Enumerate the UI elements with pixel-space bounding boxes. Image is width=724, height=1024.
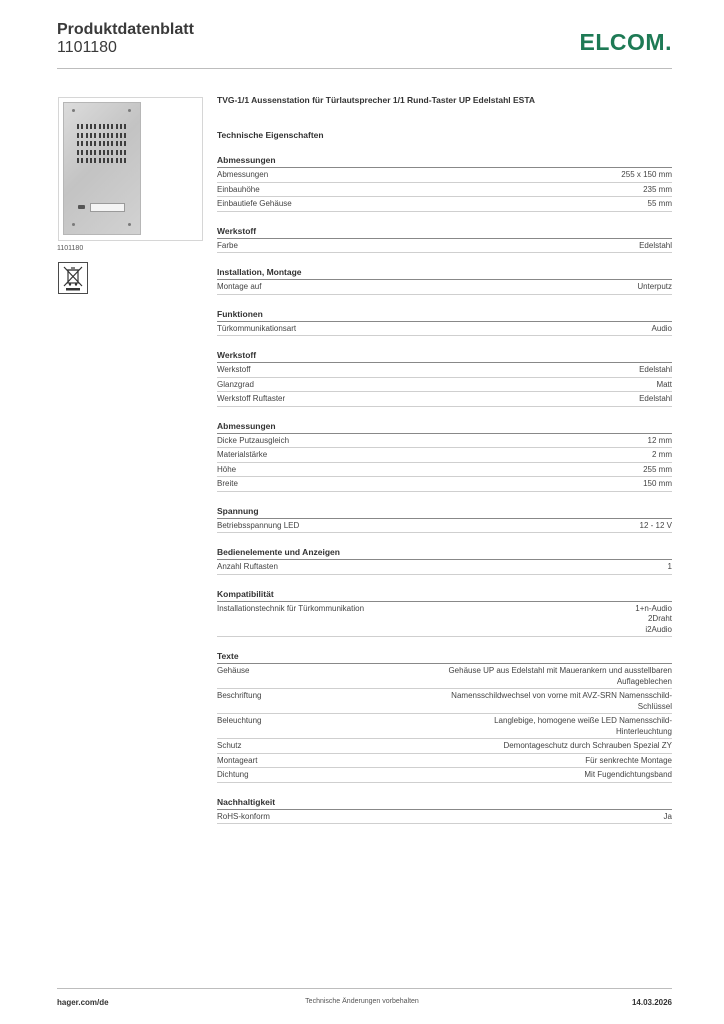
spec-label: Anzahl Ruftasten bbox=[217, 562, 278, 571]
grille-slot bbox=[103, 150, 105, 155]
grille-slot bbox=[90, 133, 92, 138]
grille-slot bbox=[124, 150, 126, 155]
article-number: 1101180 bbox=[57, 39, 117, 56]
spec-row bbox=[217, 689, 672, 714]
section-heading: Texte bbox=[217, 650, 672, 664]
spec-section bbox=[217, 505, 672, 534]
grille-slot bbox=[120, 133, 122, 138]
spec-row bbox=[217, 322, 672, 337]
spec-row bbox=[217, 280, 672, 295]
spec-section bbox=[217, 796, 672, 825]
speaker-grille bbox=[77, 124, 129, 168]
grille-slot bbox=[81, 133, 83, 138]
spec-section bbox=[217, 266, 672, 295]
spec-value: Edelstahl bbox=[639, 365, 672, 374]
grille-slot bbox=[111, 141, 113, 146]
grille-slot bbox=[90, 158, 92, 163]
spec-value: Für senkrechte Montage bbox=[585, 755, 672, 765]
grille-slot bbox=[86, 141, 88, 146]
spec-value: Namensschildwechsel von vorne mit AVZ-SRN Namensschild- Schlüssel bbox=[451, 691, 672, 711]
section-heading: Funktionen bbox=[217, 308, 672, 322]
spec-value: Mit Fugendichtungsband bbox=[584, 770, 672, 779]
grille-slot bbox=[99, 133, 101, 138]
spec-row bbox=[217, 168, 672, 183]
grille-slot bbox=[124, 124, 126, 129]
grille-slot bbox=[86, 133, 88, 138]
spec-label: Beleuchtung bbox=[217, 716, 262, 725]
spec-row bbox=[217, 183, 672, 198]
spec-label: Montage auf bbox=[217, 282, 262, 291]
grille-slot bbox=[81, 124, 83, 129]
spec-label: Dichtung bbox=[217, 770, 249, 779]
spec-value: Matt bbox=[656, 379, 672, 389]
grille-slot bbox=[94, 124, 96, 129]
spec-label: Werkstoff Ruftaster bbox=[217, 394, 286, 403]
grille-slot bbox=[120, 124, 122, 129]
weee-crossed-bin-icon bbox=[58, 262, 88, 294]
grille-slot bbox=[124, 141, 126, 146]
grille-slot bbox=[103, 133, 105, 138]
grille-slot bbox=[77, 141, 79, 146]
spec-section bbox=[217, 546, 672, 575]
spec-label: Einbauhöhe bbox=[217, 184, 260, 194]
name-plate bbox=[90, 203, 125, 212]
grille-slot bbox=[99, 158, 101, 163]
grille-slot bbox=[116, 150, 118, 155]
spec-row bbox=[217, 739, 672, 754]
grille-slot bbox=[94, 133, 96, 138]
grille-slot bbox=[111, 133, 113, 138]
grille-slot bbox=[111, 150, 113, 155]
spec-row bbox=[217, 477, 672, 492]
footer-date: 14.03.2026 bbox=[631, 998, 672, 1007]
spec-label: Beschriftung bbox=[217, 691, 262, 700]
spec-row bbox=[217, 378, 672, 393]
grille-slot bbox=[120, 158, 122, 163]
grille-slot bbox=[124, 133, 126, 138]
product-title: TVG-1/1 Aussenstation für Türlautsprecher 1/1 Rund-Taster UP Edelstahl ESTA bbox=[217, 95, 536, 105]
grille-slot bbox=[94, 158, 96, 163]
spec-row bbox=[217, 392, 672, 407]
grille-slot bbox=[99, 124, 101, 129]
spec-label: Gehäuse bbox=[217, 666, 250, 675]
spec-row bbox=[217, 664, 672, 689]
spec-section bbox=[217, 225, 672, 254]
grille-slot bbox=[107, 141, 109, 146]
grille-slot bbox=[107, 158, 109, 163]
grille-slot bbox=[107, 150, 109, 155]
technical-heading: Technische Eigenschaften bbox=[217, 130, 324, 140]
grille-slot bbox=[94, 141, 96, 146]
spec-value: Edelstahl bbox=[639, 240, 672, 250]
grille-slot bbox=[124, 158, 126, 163]
spec-row bbox=[217, 519, 672, 534]
brand-logo: ELCOM. bbox=[579, 29, 672, 55]
spec-label: Einbautiefe Gehäuse bbox=[217, 199, 292, 208]
spec-label: Farbe bbox=[217, 240, 238, 250]
spec-label: Schutz bbox=[217, 741, 242, 750]
grille-slot bbox=[77, 158, 79, 163]
grille-slot bbox=[103, 158, 105, 163]
spec-value: 1 bbox=[667, 562, 672, 571]
grille-slot bbox=[86, 124, 88, 129]
grille-slot bbox=[86, 158, 88, 163]
spec-sections bbox=[217, 154, 672, 824]
spec-row bbox=[217, 434, 672, 449]
spec-value: 255 x 150 mm bbox=[621, 170, 672, 179]
grille-slot bbox=[107, 124, 109, 129]
section-heading: Abmessungen bbox=[217, 420, 672, 434]
spec-row bbox=[217, 768, 672, 783]
section-heading: Bedienelemente und Anzeigen bbox=[217, 546, 672, 560]
spec-value: Edelstahl bbox=[639, 394, 672, 403]
grille-slot bbox=[116, 133, 118, 138]
spec-row bbox=[217, 448, 672, 463]
grille-slot bbox=[116, 124, 118, 129]
spec-value: Ja bbox=[663, 811, 672, 821]
grille-slot bbox=[99, 141, 101, 146]
spec-value: Gehäuse UP aus Edelstahl mit Mauerankern und ausstellbaren Auflageblechen bbox=[448, 666, 672, 686]
grille-slot bbox=[77, 133, 79, 138]
spec-row bbox=[217, 602, 672, 638]
spec-label: Höhe bbox=[217, 464, 237, 474]
spec-value: 1+n-Audio 2Draht i2Audio bbox=[635, 603, 672, 634]
spec-row bbox=[217, 463, 672, 478]
spec-value: Langlebige, homogene weiße LED Namensschild- Hinterleuchtung bbox=[494, 716, 672, 736]
footer-divider bbox=[57, 988, 672, 989]
footer-note: Technische Änderungen vorbehalten bbox=[305, 998, 419, 1005]
spec-row bbox=[217, 754, 672, 769]
spec-label: Glanzgrad bbox=[217, 379, 254, 389]
spec-value: Audio bbox=[651, 323, 672, 333]
spec-label: RoHS-konform bbox=[217, 811, 270, 821]
grille-slot bbox=[111, 158, 113, 163]
section-heading: Spannung bbox=[217, 505, 672, 519]
spec-section bbox=[217, 308, 672, 337]
spec-value: 55 mm bbox=[647, 199, 672, 208]
door-station-plate bbox=[63, 102, 141, 235]
header-divider bbox=[57, 68, 672, 69]
section-heading: Abmessungen bbox=[217, 154, 672, 168]
spec-row bbox=[217, 560, 672, 575]
spec-label: Montageart bbox=[217, 755, 258, 765]
section-heading: Werkstoff bbox=[217, 349, 672, 363]
spec-label: Materialstärke bbox=[217, 450, 268, 459]
spec-value: 150 mm bbox=[643, 479, 672, 488]
footer-website: hager.com/de bbox=[57, 998, 109, 1007]
grille-slot bbox=[116, 141, 118, 146]
spec-value: Demontageschutz durch Schrauben Spezial ZY bbox=[503, 741, 672, 750]
spec-value: 12 - 12 V bbox=[639, 520, 672, 530]
page-title: Produktdatenblatt bbox=[57, 21, 194, 38]
section-heading: Kompatibilität bbox=[217, 588, 672, 602]
spec-label: Betriebsspannung LED bbox=[217, 520, 300, 530]
grille-slot bbox=[77, 124, 79, 129]
spec-row bbox=[217, 810, 672, 825]
section-heading: Werkstoff bbox=[217, 225, 672, 239]
grille-slot bbox=[81, 150, 83, 155]
spec-value: 235 mm bbox=[643, 184, 672, 194]
grille-slot bbox=[103, 124, 105, 129]
grille-slot bbox=[116, 158, 118, 163]
image-caption: 1101180 bbox=[57, 245, 84, 252]
spec-label: Türkommunikationsart bbox=[217, 323, 297, 333]
grille-slot bbox=[120, 141, 122, 146]
grille-slot bbox=[94, 150, 96, 155]
product-image bbox=[58, 97, 203, 241]
grille-slot bbox=[81, 141, 83, 146]
section-heading: Nachhaltigkeit bbox=[217, 796, 672, 810]
spec-section bbox=[217, 349, 672, 407]
spec-label: Breite bbox=[217, 479, 238, 488]
spec-section bbox=[217, 420, 672, 492]
spec-section bbox=[217, 588, 672, 638]
spec-label: Installationstechnik für Türkommunikation bbox=[217, 603, 365, 613]
spec-row bbox=[217, 197, 672, 212]
grille-slot bbox=[99, 150, 101, 155]
spec-label: Werkstoff bbox=[217, 365, 251, 374]
grille-slot bbox=[77, 150, 79, 155]
grille-slot bbox=[120, 150, 122, 155]
grille-slot bbox=[90, 124, 92, 129]
spec-value: 2 mm bbox=[652, 450, 672, 459]
spec-content bbox=[217, 94, 672, 824]
spec-section bbox=[217, 154, 672, 212]
grille-slot bbox=[86, 150, 88, 155]
spec-row bbox=[217, 239, 672, 254]
grille-slot bbox=[111, 124, 113, 129]
call-button-led bbox=[78, 205, 85, 209]
grille-slot bbox=[90, 150, 92, 155]
spec-value: Unterputz bbox=[637, 282, 672, 291]
grille-slot bbox=[103, 141, 105, 146]
spec-value: 12 mm bbox=[647, 435, 672, 445]
spec-value: 255 mm bbox=[643, 464, 672, 474]
grille-slot bbox=[107, 133, 109, 138]
section-heading: Installation, Montage bbox=[217, 266, 672, 280]
grille-slot bbox=[81, 158, 83, 163]
spec-row bbox=[217, 363, 672, 378]
spec-row bbox=[217, 714, 672, 739]
spec-label: Dicke Putzausgleich bbox=[217, 435, 290, 445]
spec-section bbox=[217, 650, 672, 783]
spec-label: Abmessungen bbox=[217, 170, 269, 179]
grille-slot bbox=[90, 141, 92, 146]
